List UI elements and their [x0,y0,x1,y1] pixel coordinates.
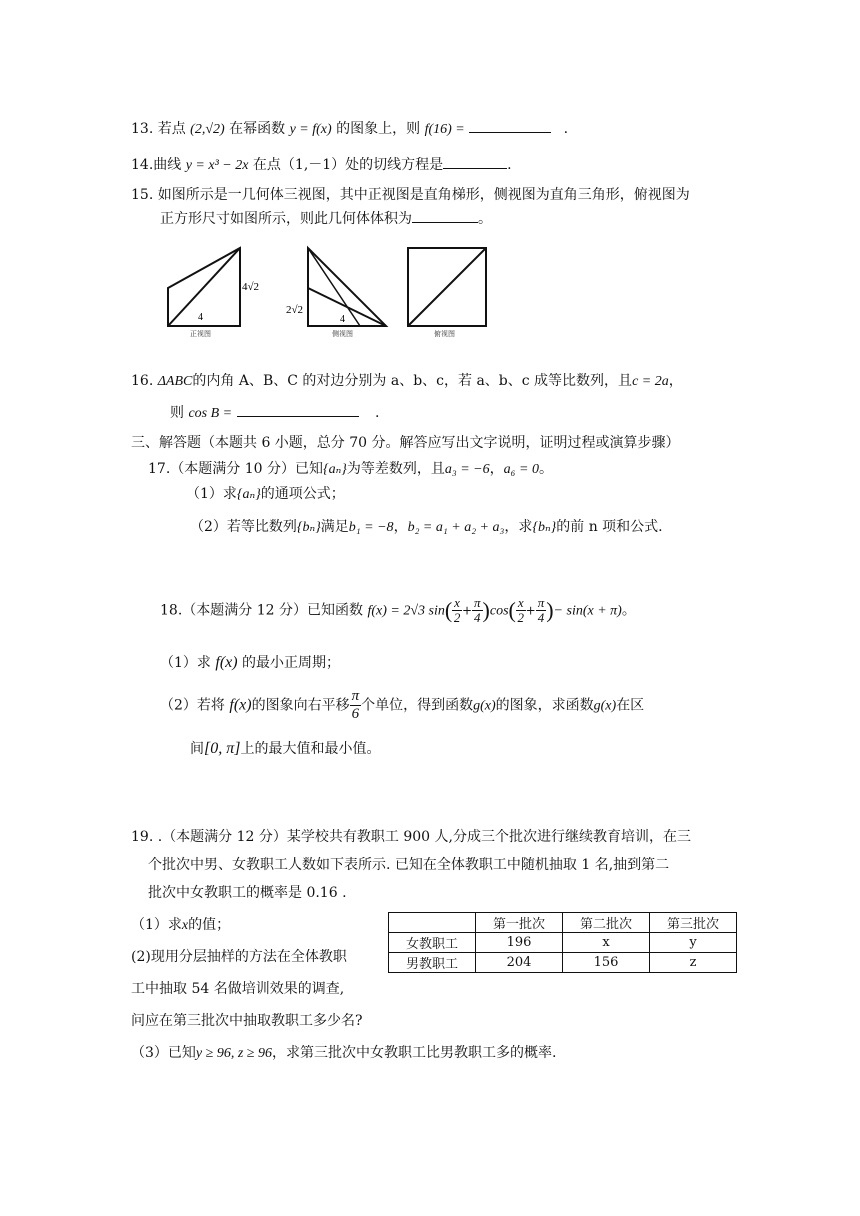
q19-part2-l2: 工中抽取 54 名做培训效果的调查, [131,981,345,997]
answer-blank[interactable] [412,210,478,223]
q18-part2-cont: 间[0, π]上的最大值和最小值。 [190,740,381,757]
front-base-label: 4 [198,312,203,323]
q17-part2: （2）若等比数列{bₙ}满足b₁ = −8，b₂ = a₁ + a₂ + a₃，求{bₙ}的前 n 项和公式. [190,519,663,535]
front-side-label: 4√2 [242,281,260,293]
q18-head: 18.（本题满分 12 分）已知函数 f(x) = 2√3 sin( $\frac{x}{2}$ + $\frac{\pi}{4}$ )cos( $\frac{x}{2}$ + $\frac{\pi}{4}$ )− sin(x + π)。 [160,595,636,625]
side-caption: 侧视图 [332,330,353,338]
q17-head: 17.（本题满分 10 分）已知{aₙ}为等差数列，且a₃ = −6，a₆ = 0。 [148,461,553,477]
staff-table [388,912,737,973]
front-caption: 正视图 [190,330,211,338]
q18-part1: （1）求 f(x) 的最小正周期； [160,654,341,671]
table-header-row: 第一批次 第二批次 第三批次 [389,913,737,933]
answer-blank[interactable] [237,404,359,417]
top-caption: 俯视图 [434,330,455,338]
answer-blank[interactable] [443,156,507,169]
q17-part1: （1）求{aₙ}的通项公式； [186,486,345,502]
q19-part2-l3: 问应在第三批次中抽取教职工多少名? [131,1013,363,1029]
q18-part2: （2）若将 f(x)的图象向右平移 $\frac{\pi}{6}$ 个单位，得到函数g(x)的图象，求函数g(x)在区 [160,688,645,722]
q19-line3: 批次中女教职工的概率是 0.16 . [148,885,347,901]
answer-blank[interactable] [469,120,551,133]
q19-part1: （1）求x的值； [131,917,231,933]
table-row: 女教职工 196 x y [389,933,737,953]
table-row: 男教职工 204 156 z [389,953,737,973]
q19-line1: 19. .（本题满分 12 分）某学校共有教职工 900 人,分成三个批次进行继续教育培训，在三 [131,829,691,845]
q13: 13. 若点 (2,√2) 在幂函数 y = f(x) 的图象上，则 f(16) = . [131,121,569,137]
q16-line1: 16. ΔABC的内角 A、B、C 的对边分别为 a、b、c，若 a、b、c 成等比数列，且c = 2a， [131,373,683,389]
front-view [168,248,259,338]
side-view [286,248,386,338]
q14: 14.曲线 y = x³ − 2x 在点（1,－1）处的切线方程是 . [131,157,512,173]
three-views-figure [160,238,500,348]
q15-line1: 15. 如图所示是一几何体三视图，其中正视图是直角梯形，侧视图为直角三角形，俯视图为 [131,187,690,203]
side-base-label: 4 [340,314,345,325]
q19-part3: （3）已知y ≥ 96, z ≥ 96，求第三批次中女教职工比男教职工多的概率. [131,1045,557,1061]
top-view [408,248,486,338]
side-side-label: 2√2 [286,304,304,316]
q19-line2: 个批次中男、女教职工人数如下表所示. 已知在全体教职工中随机抽取 1 名,抽到第二 [148,857,670,873]
q16-line2: 则 cos B = . [170,405,380,421]
section-heading: 三、解答题（本题共 6 小题，总分 70 分。解答应写出文字说明，证明过程或演算步骤） [131,435,680,451]
q15-line2: 正方形尺寸如图所示，则此几何体体积为 。 [160,211,492,227]
q19-part2-l1: (2)现用分层抽样的方法在全体教职 [131,949,347,965]
